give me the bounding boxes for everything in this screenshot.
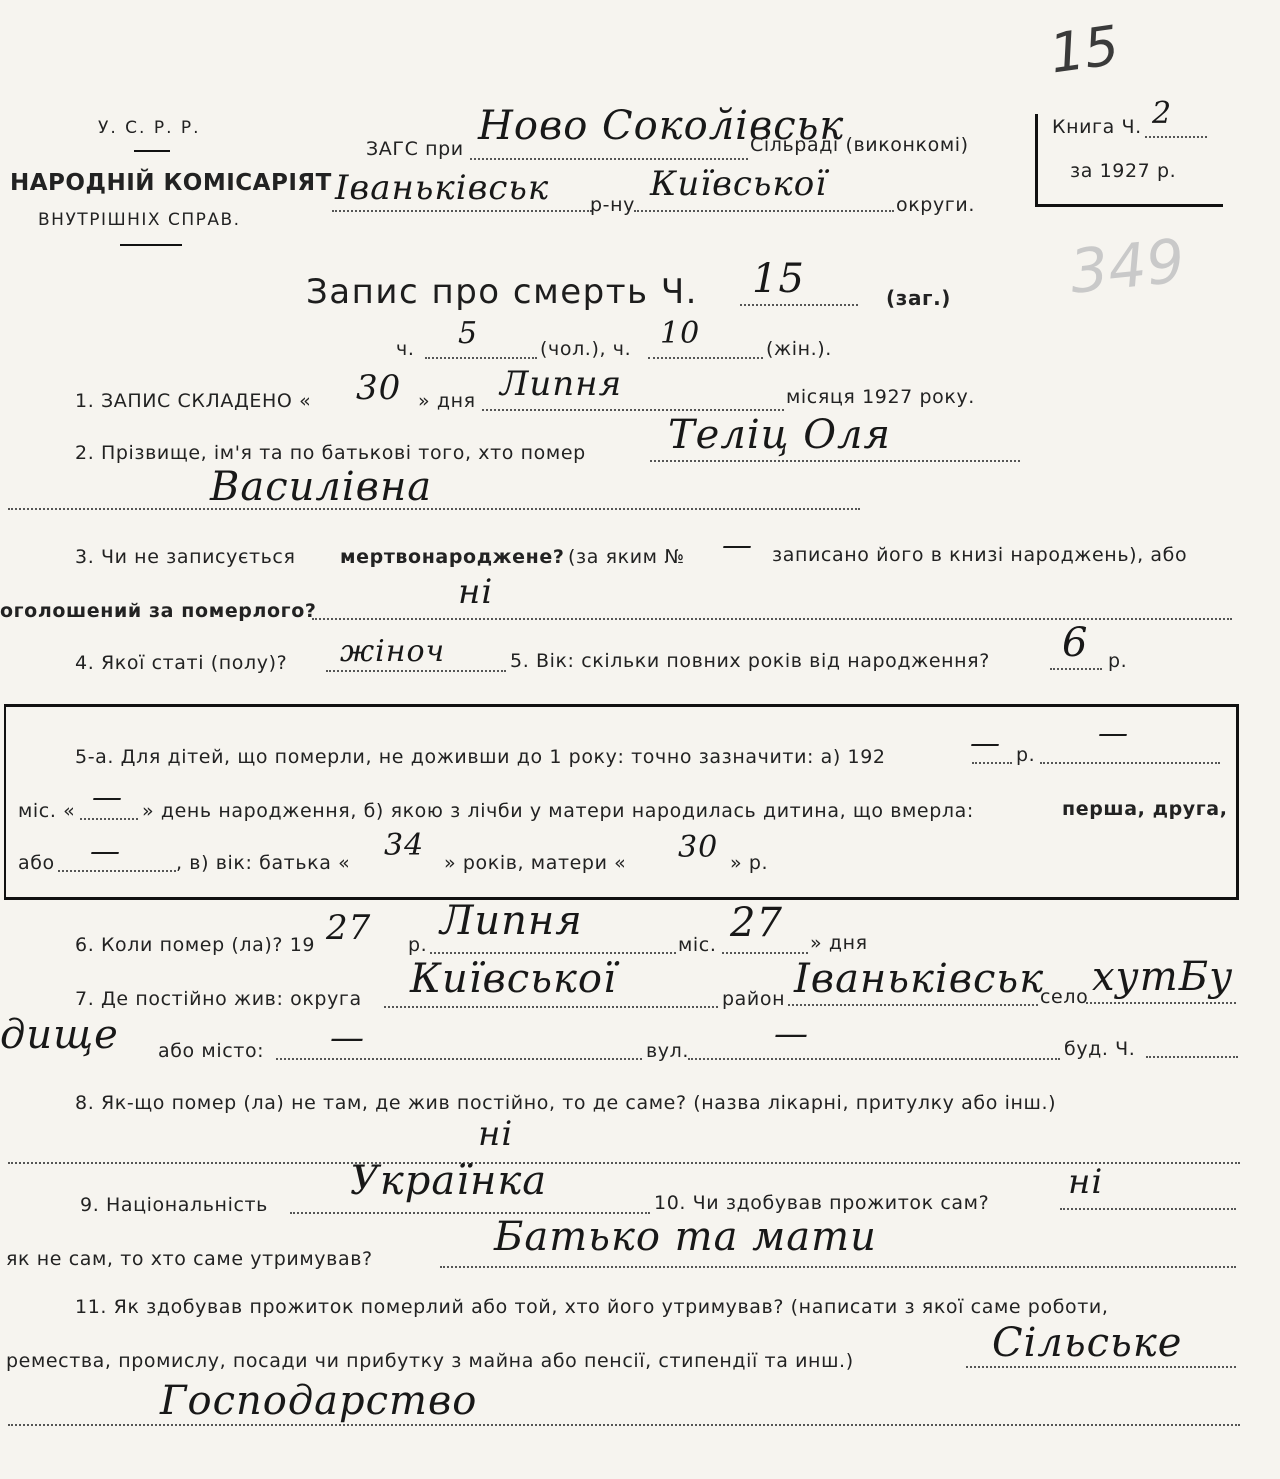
q1-suffix: місяця 1927 року. (786, 386, 975, 408)
q2-patronymic: Василівна (210, 464, 433, 510)
fill-line (634, 210, 894, 212)
q7-street: — (774, 1014, 809, 1054)
fill-line (1086, 1002, 1236, 1004)
q3-label: 3. Чи не записується (75, 546, 296, 568)
fill-line (440, 1266, 1236, 1268)
q3-declared-dead: оголошений за померлого? (0, 600, 317, 622)
book-label: Книга Ч. (1052, 116, 1142, 138)
q5-label: 5. Вік: скільки повних років від народження? (510, 650, 990, 672)
record-suffix: (заг.) (886, 286, 952, 310)
fill-line (1050, 668, 1102, 670)
q5a-line2-a: міс. « (18, 800, 76, 822)
q5a-mother-age: 30 (678, 830, 719, 865)
record-number: 15 (752, 256, 805, 302)
department-label: ВНУТРІШНІХ СПРАВ. (38, 210, 241, 230)
q7-raion: Іваньківськ (794, 956, 1045, 1002)
q5a-line3-c: » років, матери « (444, 852, 627, 874)
q5-answer: 6 (1062, 620, 1089, 666)
q6-month: Липня (440, 898, 583, 944)
fill-line (80, 818, 138, 820)
q5a-line2-bold: перша, друга, (1062, 798, 1228, 820)
fill-line (740, 304, 858, 306)
fill-line (1040, 762, 1220, 764)
fill-line (430, 952, 676, 954)
q11-answer2: Господарство (160, 1378, 478, 1424)
republic-label: У. С. Р. Р. (98, 118, 201, 138)
book-box-border (1035, 204, 1223, 207)
fill-line (1146, 1056, 1238, 1058)
q7-raion-label: район (722, 988, 786, 1010)
council-suffix: Сільраді (виконкомі) (750, 134, 969, 156)
q10-who: Батько та мати (494, 1214, 877, 1260)
q5a-month: — (1098, 716, 1129, 751)
q5a-day: — (92, 780, 123, 815)
q3-number: — (722, 528, 753, 563)
fill-line (332, 210, 592, 212)
q3-answer: ні (458, 572, 494, 612)
pencil-page-number: 15 (1045, 13, 1123, 86)
divider (134, 150, 170, 152)
q5-suffix: р. (1108, 650, 1128, 672)
q10-label: 10. Чи здобував прожиток сам? (654, 1192, 990, 1214)
q9-label: 9. Національність (80, 1194, 268, 1216)
q1-month: Липня (500, 364, 623, 404)
q1-day: 30 (356, 368, 402, 408)
q5a-line2-b: » день народження, б) якою з лічби у матери народилась дитина, що вмерла: (142, 800, 974, 822)
pencil-side-number: 349 (1066, 226, 1188, 308)
commissariat-label: НАРОДНІЙ КОМІСАРІЯТ (10, 170, 332, 196)
fill-line (470, 158, 748, 160)
q3-stillborn: мертвонароджене? (340, 546, 565, 568)
q10-who-label: як не сам, то хто саме утримував? (6, 1248, 373, 1270)
fill-line (8, 1424, 1240, 1426)
fill-line (1060, 1208, 1236, 1210)
q8-label: 8. Як-що помер (ла) не там, де жив постійно, то де саме? (назва лікарні, притулку або інш.) (75, 1092, 1057, 1114)
q4-answer: жіноч (340, 634, 446, 669)
fill-line (482, 409, 784, 411)
male-prefix: ч. (396, 338, 415, 360)
q7-okruha: Київської (410, 956, 617, 1002)
q5a-line1: 5-а. Для дітей, що померли, не доживши до 1 року: точно зазначити: а) 192 (75, 746, 886, 768)
fill-line (8, 508, 860, 510)
fill-line (8, 1162, 1240, 1164)
q6-mis: міс. (678, 934, 717, 956)
male-number: 5 (458, 316, 479, 351)
q7-city: — (330, 1018, 365, 1058)
male-suffix: (чол.), ч. (540, 338, 632, 360)
okruha-suffix: округи. (896, 194, 975, 216)
book-box-border (1035, 114, 1038, 206)
fill-line (722, 952, 808, 954)
village-council-value: Ново Сокол̆івськ (478, 103, 845, 149)
fill-line (425, 357, 537, 359)
fill-line (788, 1004, 1038, 1006)
fill-line (650, 460, 1020, 462)
q2-name: Теліц Оля (668, 412, 891, 458)
q6-r: р. (408, 934, 428, 956)
q6-day: 27 (730, 900, 783, 946)
q11-line2: ремества, промислу, посади чи прибутку з майна або пенсії, стипендії та инш.) (6, 1350, 854, 1372)
q7-label: 7. Де постійно жив: округа (75, 988, 362, 1010)
q6-label: 6. Коли помер (ла)? 19 (75, 934, 316, 956)
divider (120, 244, 182, 246)
q3-tail: записано його в книзі народжень), або (772, 544, 1188, 566)
q7-city-label: або місто: (158, 1040, 265, 1062)
q6-year: 27 (326, 908, 372, 948)
fill-line (276, 1058, 642, 1060)
fill-line (966, 1366, 1236, 1368)
q6-suffix: » дня (810, 932, 868, 954)
q7-selo: хутБу (1092, 954, 1234, 1000)
fill-line (972, 762, 1012, 764)
q5a-line3-b: , в) вік: батька « (176, 852, 351, 874)
record-title: Запис про смерть Ч. (306, 272, 698, 312)
fill-line (384, 1006, 718, 1008)
q5a-line3-a: або (18, 852, 55, 874)
q1-label: 1. ЗАПИС СКЛАДЕНО « (75, 390, 312, 412)
okruha-value: Київської (650, 164, 828, 204)
fill-line (648, 357, 763, 359)
q11-line1: 11. Як здобував прожиток померлий або той, хто його утримував? (написати з якої саме роботи, (75, 1296, 1109, 1318)
female-number: 10 (660, 316, 701, 351)
fill-line (688, 1058, 1060, 1060)
q1-mid: » дня (418, 390, 476, 412)
raion-suffix: р-ну (590, 194, 635, 216)
q3-paren: (за яким № (568, 546, 685, 568)
q5a-father-age: 34 (384, 828, 425, 863)
book-number: 2 (1152, 96, 1173, 131)
q7-house-label: буд. Ч. (1064, 1038, 1136, 1060)
female-suffix: (жін.). (766, 338, 832, 360)
q7-street-label: вул. (646, 1040, 690, 1062)
q5a-line3-d: » р. (730, 852, 769, 874)
q5a-order: — (90, 834, 121, 869)
book-year: за 1927 р. (1070, 160, 1177, 182)
zags-prefix: ЗАГС при (366, 138, 464, 160)
q10-answer: ні (1068, 1162, 1104, 1202)
fill-line (1145, 136, 1207, 138)
q4-label: 4. Якої статі (полу)? (75, 652, 288, 674)
q9-answer: Українка (350, 1158, 548, 1204)
q7-selo-label: село (1040, 986, 1089, 1008)
raion-value: Іваньківськ (335, 168, 550, 208)
fill-line (326, 670, 506, 672)
q2-label: 2. Прізвище, ім'я та по батькові того, хто помер (75, 442, 586, 464)
q8-answer: ні (478, 1114, 514, 1154)
q11-answer1: Сільське (992, 1320, 1183, 1366)
q5a-year: — (970, 726, 1001, 761)
q5a-r: р. (1016, 744, 1036, 766)
fill-line (312, 618, 1232, 620)
fill-line (58, 870, 176, 872)
q7-selo-cont: дище (0, 1012, 119, 1058)
